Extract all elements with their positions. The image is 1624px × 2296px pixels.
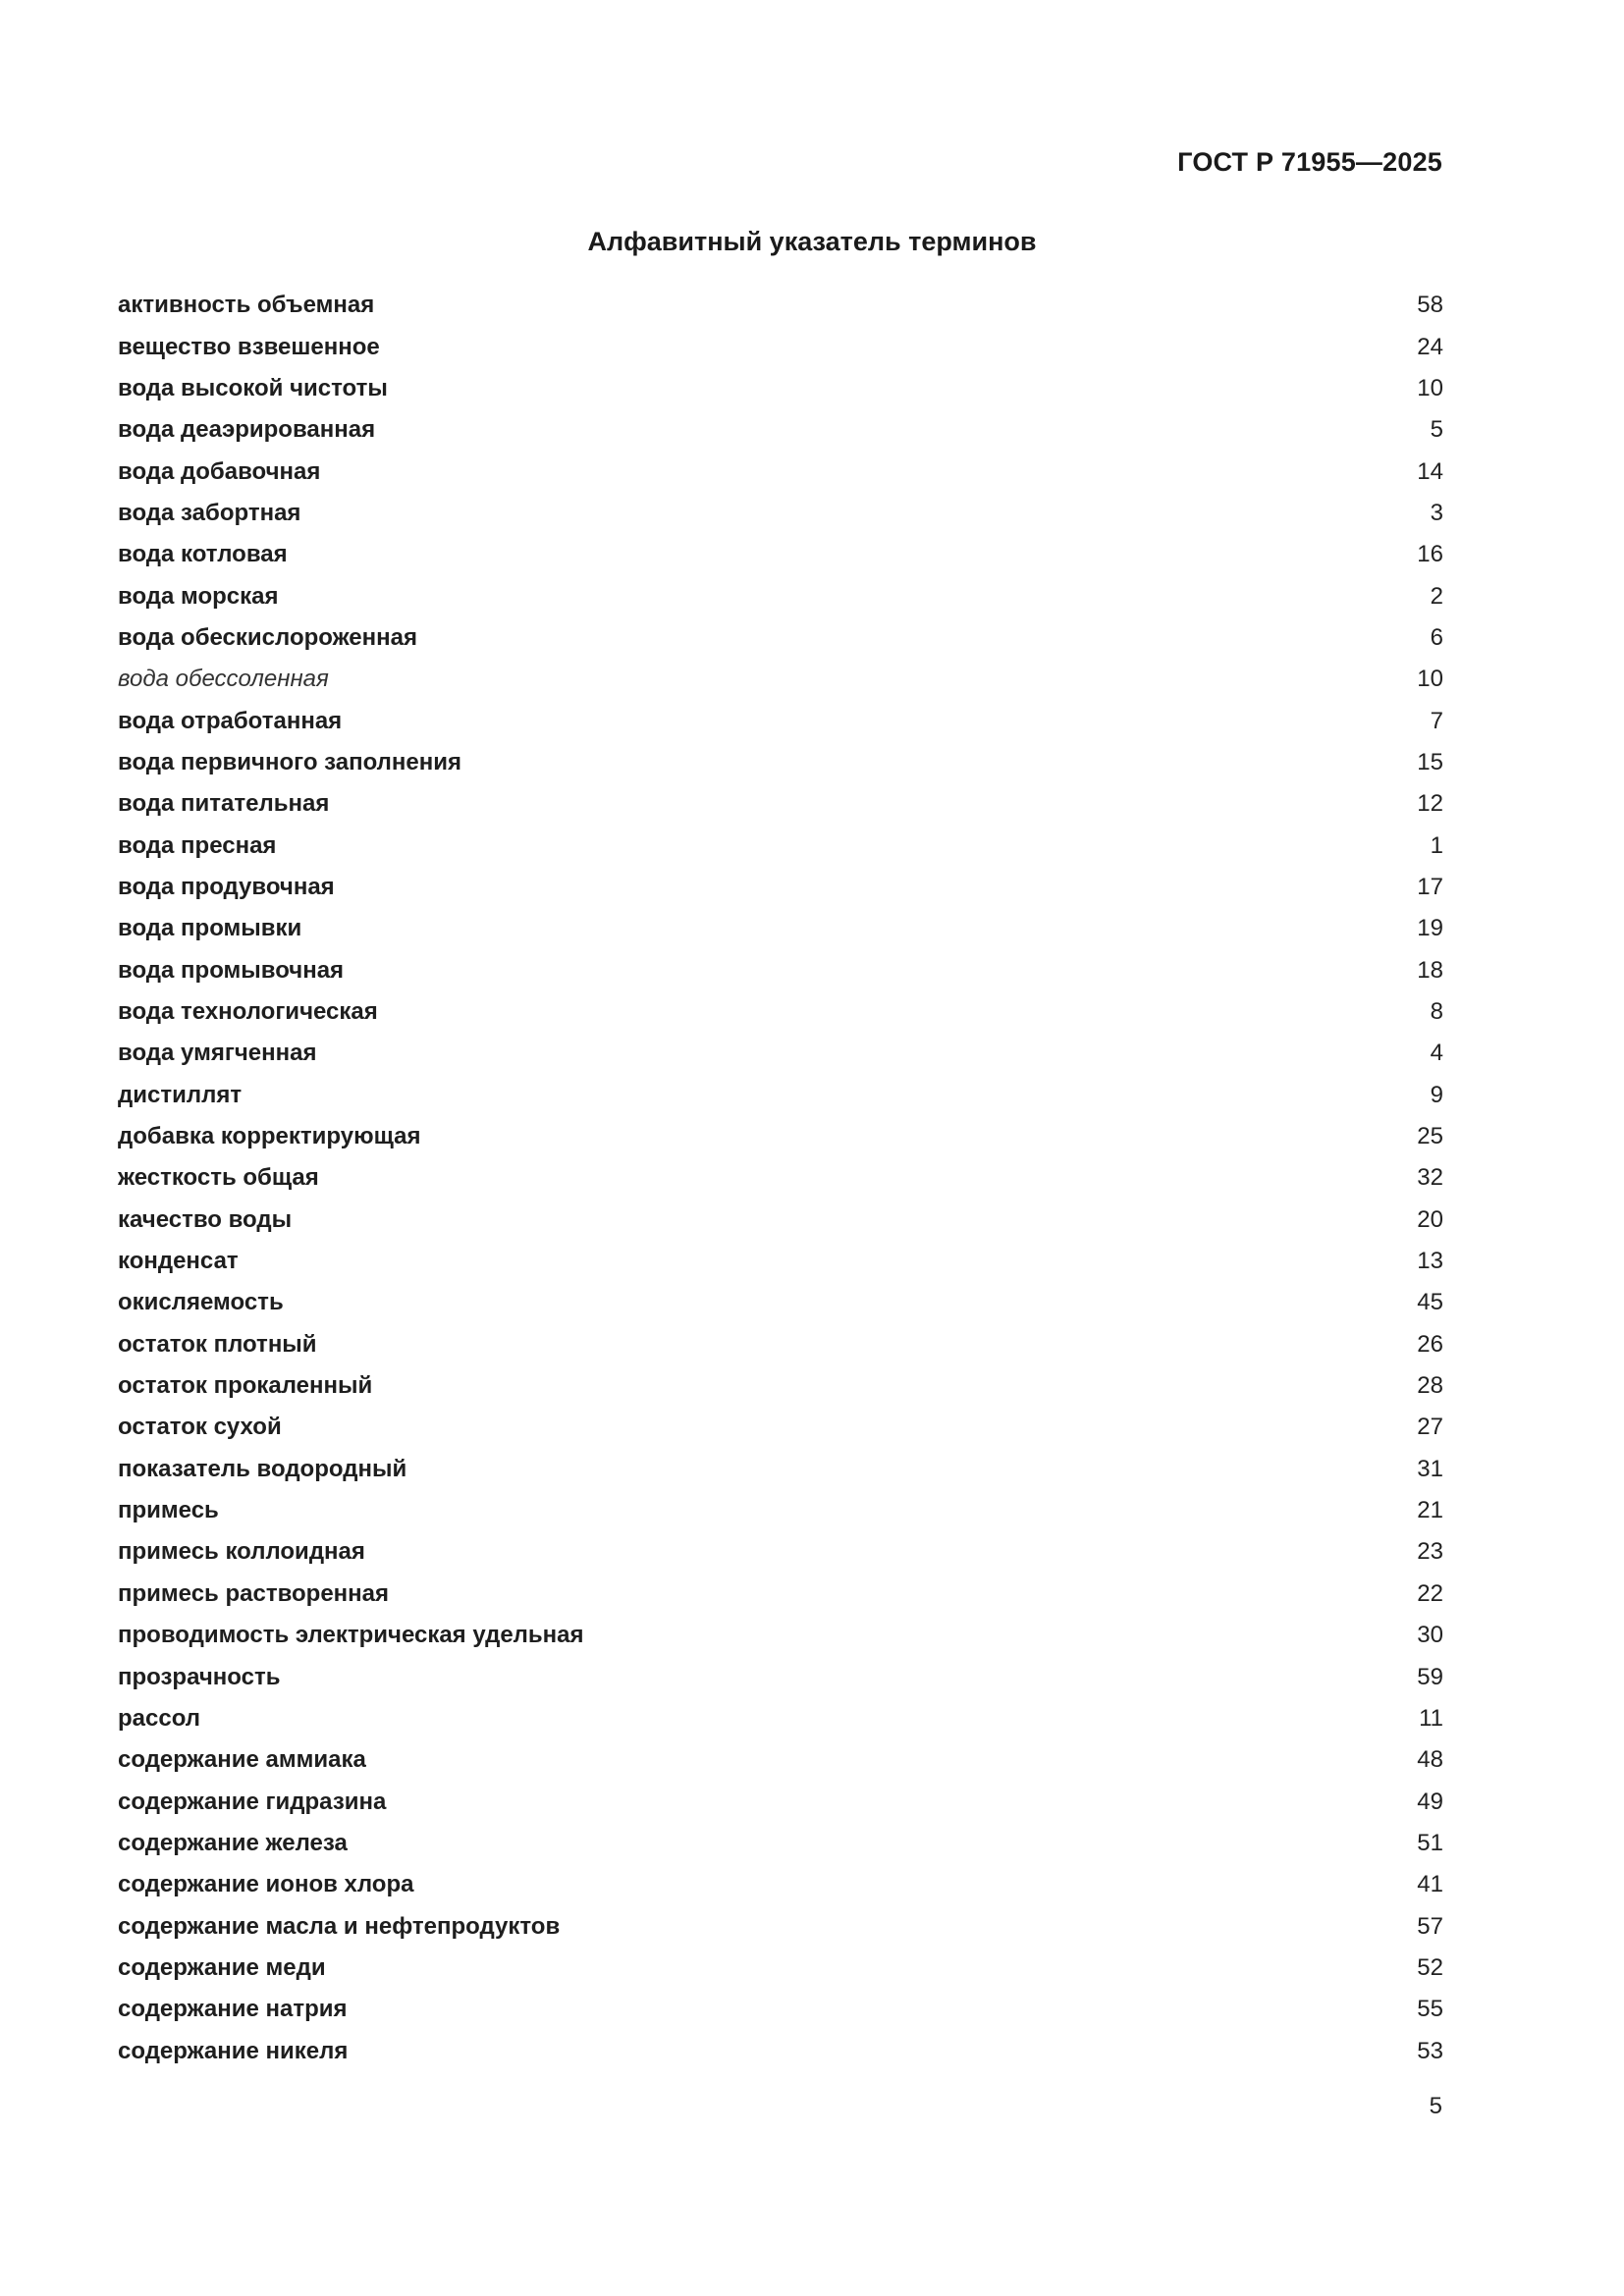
index-term-number: 10 (1417, 666, 1443, 693)
index-term-number: 5 (1430, 416, 1443, 444)
index-term: прозрачность (118, 1663, 281, 1690)
index-term: активность объемная (118, 292, 375, 319)
index-term: примесь коллоидная (118, 1538, 365, 1566)
index-term: проводимость электрическая удельная (118, 1622, 584, 1649)
index-term: вода отработанная (118, 707, 343, 734)
index-term: качество воды (118, 1205, 293, 1233)
index-entry (118, 950, 1443, 991)
index-term-number: 48 (1417, 1746, 1443, 1774)
index-entry (118, 1823, 1443, 1864)
index-entry (118, 451, 1443, 492)
index-term-number: 20 (1417, 1205, 1443, 1233)
index-term: вода котловая (118, 541, 288, 568)
index-term-number: 2 (1430, 582, 1443, 610)
index-term-number: 9 (1430, 1081, 1443, 1108)
index-term: вода питательная (118, 790, 330, 818)
index-entry (118, 1615, 1443, 1656)
index-term: вода морская (118, 582, 279, 610)
index-term: показатель водородный (118, 1455, 407, 1482)
index-entry (118, 534, 1443, 575)
index-term-number: 21 (1417, 1497, 1443, 1524)
index-term: содержание ионов хлора (118, 1871, 414, 1898)
index-entry (118, 700, 1443, 741)
index-entry (118, 1989, 1443, 2030)
index-entry (118, 1656, 1443, 1697)
index-term-number: 17 (1417, 873, 1443, 900)
index-entry (118, 1157, 1443, 1199)
index-entry (118, 2030, 1443, 2071)
index-term-number: 19 (1417, 915, 1443, 942)
index-term-number: 18 (1417, 956, 1443, 984)
index-entry (118, 1365, 1443, 1407)
index-entry (118, 1864, 1443, 1905)
index-term: рассол (118, 1704, 201, 1732)
index-term: остаток плотный (118, 1330, 317, 1358)
index-term: содержание железа (118, 1829, 348, 1856)
index-term-number: 30 (1417, 1622, 1443, 1649)
index-entry (118, 1282, 1443, 1323)
index-term: вода деаэрированная (118, 416, 376, 444)
index-entry (118, 1241, 1443, 1282)
index-term: вода первичного заполнения (118, 748, 462, 775)
index-term: вода пресная (118, 831, 277, 859)
index-term: вода технологическая (118, 998, 378, 1026)
index-term: вода промывки (118, 915, 302, 942)
index-term-number: 51 (1417, 1829, 1443, 1856)
index-entry (118, 659, 1443, 700)
index-entry (118, 1739, 1443, 1781)
index-entry (118, 1324, 1443, 1365)
index-term-number: 41 (1417, 1871, 1443, 1898)
index-term: дистиллят (118, 1081, 243, 1108)
index-entry (118, 1449, 1443, 1490)
index-term: вода умягченная (118, 1040, 317, 1067)
index-entry (118, 1698, 1443, 1739)
index-entry (118, 742, 1443, 783)
index-entry (118, 1781, 1443, 1822)
index-term: содержание никеля (118, 2037, 349, 2064)
index-term-number: 12 (1417, 790, 1443, 818)
index-term: вода добавочная (118, 457, 321, 485)
index-entry (118, 493, 1443, 534)
index-term-number: 22 (1417, 1579, 1443, 1607)
index-entry (118, 575, 1443, 616)
index-term: вода продувочная (118, 873, 335, 900)
index-term: жесткость общая (118, 1164, 319, 1192)
index-term-number: 55 (1417, 1996, 1443, 2023)
index-term-number: 49 (1417, 1788, 1443, 1815)
index-term-number: 57 (1417, 1912, 1443, 1940)
index-term-number: 4 (1430, 1040, 1443, 1067)
index-term-number: 10 (1417, 374, 1443, 401)
index-term-number: 31 (1417, 1455, 1443, 1482)
index-term: содержание аммиака (118, 1746, 366, 1774)
index-term-number: 15 (1417, 748, 1443, 775)
index-term: содержание натрия (118, 1996, 348, 2023)
index-entry (118, 825, 1443, 866)
index-term: вода промывочная (118, 956, 345, 984)
index-term: вода обескислороженная (118, 623, 417, 651)
index-term-number: 53 (1417, 2037, 1443, 2064)
index-entry (118, 1200, 1443, 1241)
index-term-number: 52 (1417, 1953, 1443, 1981)
index-term: добавка корректирующая (118, 1123, 421, 1150)
index-entry (118, 1033, 1443, 1074)
index-term-number: 26 (1417, 1330, 1443, 1358)
index-term-number: 11 (1419, 1704, 1443, 1732)
index-term: остаток сухой (118, 1414, 282, 1441)
index-entry (118, 285, 1443, 326)
index-term-number: 45 (1417, 1289, 1443, 1316)
index-entry (118, 1075, 1443, 1116)
index-entry (118, 908, 1443, 949)
index-entry (118, 1490, 1443, 1531)
index-term: вода забортная (118, 499, 301, 526)
index-term: примесь (118, 1497, 219, 1524)
index-term: остаток прокаленный (118, 1372, 373, 1400)
index-term-number: 32 (1417, 1164, 1443, 1192)
index-term: окисляемость (118, 1289, 284, 1316)
page-number: 5 (1429, 2093, 1442, 2119)
index-term: содержание гидразина (118, 1788, 387, 1815)
index-term: вода высокой чистоты (118, 374, 388, 401)
index-term-number: 27 (1417, 1414, 1443, 1441)
index-entry (118, 867, 1443, 908)
index-entry (118, 991, 1443, 1033)
index-term: содержание меди (118, 1953, 326, 1981)
index-term-number: 13 (1417, 1248, 1443, 1275)
index-term-number: 28 (1417, 1372, 1443, 1400)
index-title: Алфавитный указатель терминов (587, 227, 1037, 256)
index-term-number: 16 (1417, 541, 1443, 568)
term-index-list (118, 285, 1443, 2072)
index-term-number: 6 (1430, 623, 1443, 651)
index-term: вещество взвешенное (118, 333, 380, 360)
index-entry (118, 368, 1443, 409)
index-term: примесь растворенная (118, 1579, 390, 1607)
index-term-number: 24 (1417, 333, 1443, 360)
document-code: ГОСТ Р 71955—2025 (1177, 147, 1442, 177)
index-entry (118, 1574, 1443, 1615)
index-entry (118, 1948, 1443, 1989)
index-entry (118, 1531, 1443, 1573)
index-term-number: 8 (1430, 998, 1443, 1026)
index-term: содержание масла и нефтепродуктов (118, 1912, 561, 1940)
index-entry (118, 1116, 1443, 1157)
index-entry (118, 617, 1443, 659)
index-term-number: 58 (1417, 292, 1443, 319)
index-entry (118, 783, 1443, 825)
index-term-number: 7 (1430, 707, 1443, 734)
index-term-number: 14 (1417, 457, 1443, 485)
index-term-number: 23 (1417, 1538, 1443, 1566)
index-term: вода обессоленная (118, 666, 329, 693)
index-term-number: 59 (1417, 1663, 1443, 1690)
index-term: конденсат (118, 1248, 239, 1275)
index-entry (118, 1905, 1443, 1947)
index-entry (118, 326, 1443, 367)
index-term-number: 25 (1417, 1123, 1443, 1150)
index-entry (118, 409, 1443, 451)
index-term-number: 1 (1430, 831, 1443, 859)
index-term-number: 3 (1430, 499, 1443, 526)
index-entry (118, 1407, 1443, 1448)
